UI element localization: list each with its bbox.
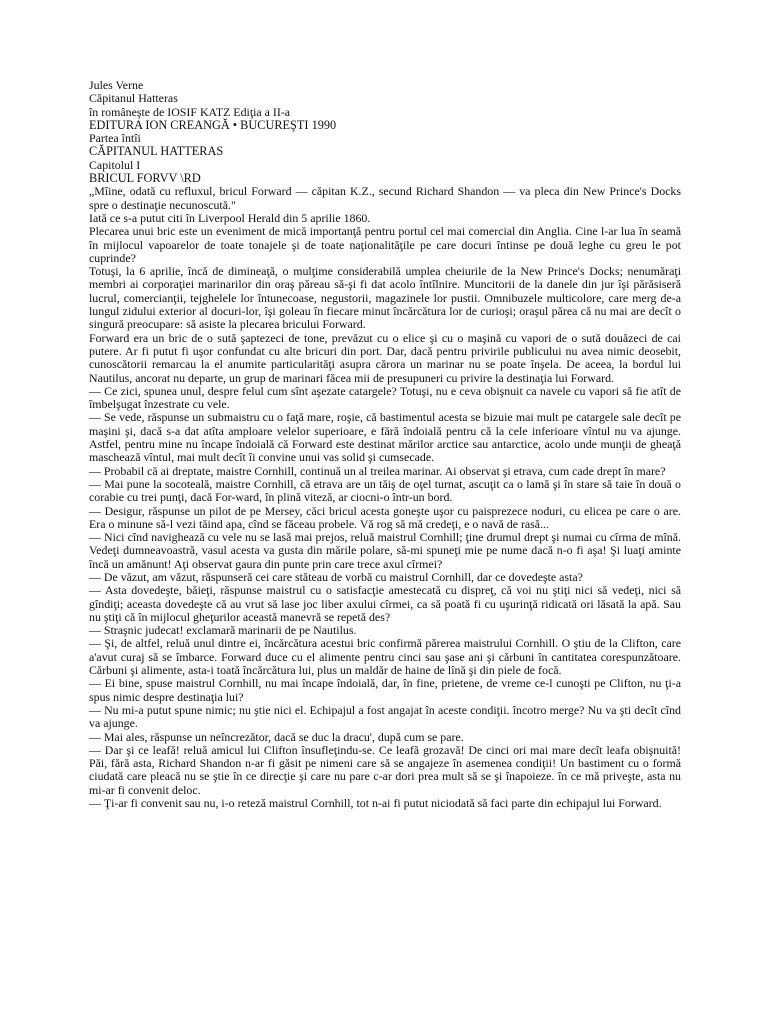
dialogue-paragraph: — Ţi-ar fi convenit sau nu, i-o reteză maistrul Cornhill, tot n-ai fi putut niciodată să faci parte din echipajul lui Forward. [89,796,662,811]
chapter-label: Capitolul I [89,157,141,172]
document-page [89,79,681,810]
chapter-title: BRICUL FORVV \RD [89,171,201,186]
dialogue-paragraph: — Straşnic judecat! exclamară marinarii de pe Nautilus. [89,623,357,638]
book-title: Căpitanul Hatteras [89,91,178,106]
dialogue-paragraph: — Dar şi ce leafă! reluă amicul lui Clifton însufleţindu-se. Ce leafă grozavă! De cinci ori mai mare decît leafa obişnuită! Păi, fără asta, Richard Shandon n-ar fi găsit pe nimeni care să se angajeze în asemenea condiţii! Un bastiment cu o formă ciudată care pleacă nu se ştie în ce direcţie şi care nu pare c-ar dori prea mult să se şi înapoieze. în ce mă priveşte, asta nu mi-ar fi convenit deloc. [89,742,681,797]
dialogue-paragraph: — Nu mi-a putut spune nimic; nu ştie nici el. Echipajul a fost angajat în aceste condiţii. încotro merge? Nu va şti decît cînd va ajunge. [89,702,681,731]
translation-credit: în româneşte de IOSIF KATZ Ediţia a II-a [89,104,291,119]
dialogue-paragraph: — Mai pune la socoteală, maistre Cornhill, că etrava are un tăiş de oţel turnat, ascuţit ca o lamă şi în stare să taie în două o corabie cu trei punţi, dacă For-ward, în plină viteză, ar ciocni-o într-un bord. [89,476,681,505]
dialogue-paragraph: — Se vede, răspunse un submaistru cu o faţă mare, roşie, că bastimentul acesta se bizuie mai mult pe catargele sale decît pe maşini şi, dacă s-a dat atîta amploare velelor superioare, e fără îndoială pentru că la cele inferioare vîntul nu va ajunge. Astfel, pentru mine nu încape îndoială că Forward este destinat mărilor arctice sau antarctice, acolo unde munţii de gheaţă maschează vîntul, mai mult decît îi convine unui vas solid şi cumsecade. [89,410,681,465]
part-label: Partea întîi [89,131,141,146]
part-title: CĂPITANUL HATTERAS [89,144,224,159]
paragraph: Forward era un bric de o sută şaptezeci de tone, prevăzut cu o elice şi cu o maşină cu vapori de o sută douăzeci de cai putere. Ar fi putut fi uşor confundat cu alte bricuri din port. Dar, dacă pentru privirile publicului nu avea nimic deosebit, cunoscătorii remarcau la el anumite particularităţi asupra cărora un marinar nu se poate înşela. De aceea, la bordul lui Nautilus, ancorat nu departe, un grup de marinari făcea mii de presupuneri cu privire la destinaţia lui Forward. [89,330,681,385]
paragraph: Iată ce s-a putut citi în Liverpool Herald din 5 aprilie 1860. [89,210,371,225]
paragraph: „Mîine, odată cu refluxul, bricul Forward — căpitan K.Z., secund Richard Shandon — va pleca din New Prince's Docks spre o destinaţie necunoscută." [89,184,681,212]
dialogue-paragraph: — De văzut, am văzut, răspunseră cei care stăteau de vorbă cu maistrul Cornhill, dar ce dovedeşte asta? [89,569,583,584]
dialogue-paragraph: — Probabil că ai dreptate, maistre Cornhill, continuă un al treilea marinar. Ai observat şi etrava, cum cade drept în mare? [89,463,666,478]
dialogue-paragraph: — Ei bine, spuse maistrul Cornhill, nu mai încape îndoială, dar, în fine, prietene, de vreme ce-l cunoşti pe Clifton, nu ţi-a spus nimic despre destinaţia lui? [89,676,681,704]
dialogue-paragraph: — Nici cînd navighează cu vele nu se lasă mai prejos, reluă maistrul Cornhill; ţine drumul drept şi numai cu cîrma de mînă. Vedeţi dumneavoastră, vasul acesta va gusta din mările polare, să-mi spuneţi mie pe nume dacă n-o fi aşa! Şi luaţi aminte încă un amănunt! Aţi observat gaura din punte prin care trece axul cîrmei? [89,530,681,571]
dialogue-paragraph: — Ce zici, spunea unul, despre felul cum sînt aşezate catargele? Totuşi, nu e ceva obişnuit ca navele cu vapori să fie atît de îmbelşugat înzestrate cu vele. [89,383,681,412]
paragraph: Totuşi, la 6 aprilie, încă de dimineaţă, o mulţime considerabilă umplea cheiurile de la New Prince's Docks; nenumăraţi membri ai corporaţiei marinarilor din oraş păreau să-şi fi dat acolo întîlnire. Muncitorii de la danele din jur îşi părăsiseră lucrul, comercianţii, tejghelele lor întunecoase, negustorii, magazinele lor pustii. Omnibuzele multicolore, care merg de-a lungul zidului exterior al docuri-lor, îşi goleau în fiecare minut încărcătura lor de curioşi; oraşul părea că nu mai are decît o singură preocupare: să asiste la plecarea bricului Forward. [89,264,681,332]
dialogue-paragraph: — Şi, de altfel, reluă unul dintre ei, încărcătura acestui bric confirmă părerea maistrului Cornhill. O ştiu de la Clifton, care a'avut curaj să se îmbarce. Forward duce cu el alimente pentru cinci sau şase ani şi cărbuni în cantitatea corespunzătoare. Cărbuni şi alimente, asta-i toată încărcătura lui, plus un maldăr de haine de lînă şi din piele de focă. [89,636,681,678]
publisher-line: EDITURA ION CREANGĂ • BUCUREŞTI 1990 [89,117,337,132]
dialogue-paragraph: — Asta dovedeşte, băieţi, răspunse maistrul cu o satisfacţie amestecată cu dispreţ, că voi nu ştiţi nici să vedeţi, nici să gîndiţi; aceasta dovedeşte că au vrut să lase joc liber axului cîrmei, ca să poată fi cu uşurinţă ridicată ori lăsată la apă. Sau nu ştiţi că în mijlocul gheţurilor această manevră se repetă des? [89,583,681,624]
paragraph: Plecarea unui bric este un eveniment de mică importanţă pentru portul cel mai comercial din Anglia. Cine l-ar lua în seamă în mijlocul vapoarelor de toate tonajele şi de toate naţionalităţile pe care docuri întinse pe două leghe cu greu le pot cuprinde? [89,224,681,265]
dialogue-paragraph: — Mai ales, răspunse un neîncrezător, dacă se duc la dracu', după cum se pare. [89,729,464,744]
dialogue-paragraph: — Desigur, răspunse un pilot de pe Mersey, căci bricul acesta goneşte uşor cu paisprezece noduri, cu elicea pe care o are. Era o minune să-l vezi tăind apa, cînd se făceau probele. Vă rog să mă credeţi, e o navă de rasă... [89,503,681,531]
author-name: Jules Verne [89,78,144,92]
